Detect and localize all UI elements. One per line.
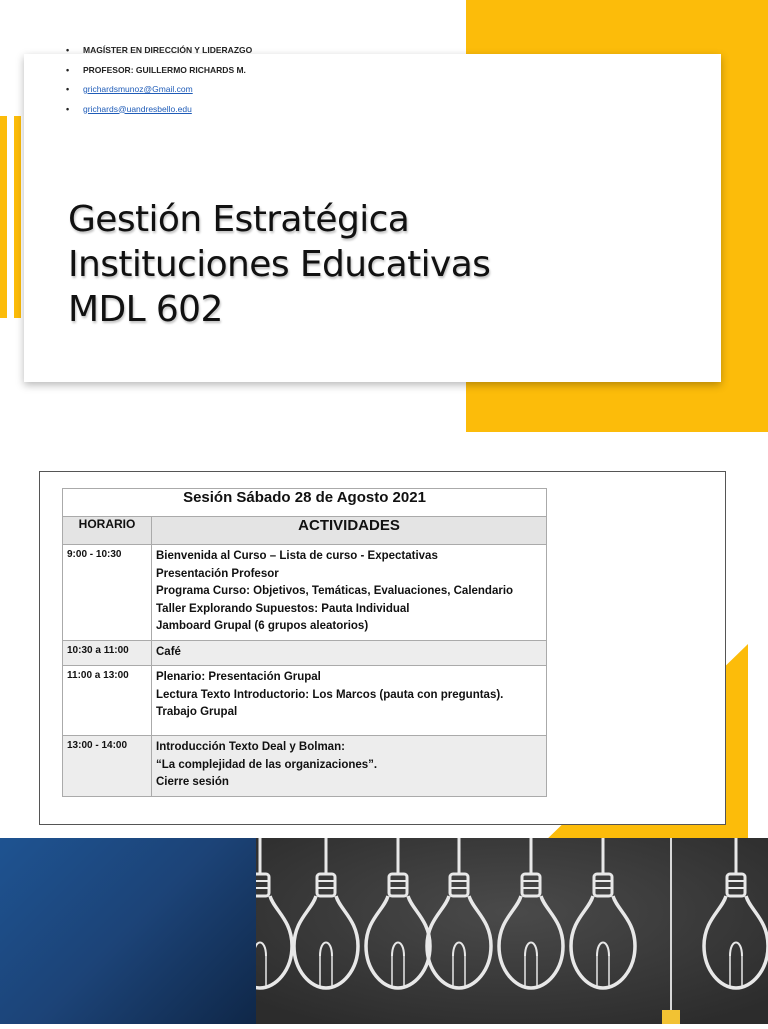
activity-item: Programa Curso: Objetivos, Temáticas, Evaluaciones, Calendario <box>156 585 514 597</box>
activity-item: Café <box>156 645 181 658</box>
bullet-email-unab <box>66 103 252 123</box>
lit-bulb-socket <box>662 1010 680 1024</box>
table-row <box>63 545 547 641</box>
activity-item: Taller Explorando Supuestos: Pauta Individual <box>156 602 410 615</box>
activity-item: Jamboard Grupal (6 grupos aleatorios) <box>156 620 369 632</box>
activity-item: Trabajo Grupal <box>156 706 238 718</box>
time-cell: 13:00 - 14:00 <box>63 736 152 797</box>
activity-item: Cierre sesión <box>156 776 229 788</box>
activity-item: Plenario: Presentación Grupal <box>156 671 321 683</box>
yellow-accent-bar <box>14 116 21 318</box>
table-row <box>63 666 547 736</box>
activities-cell <box>152 545 547 641</box>
page-title <box>68 197 490 332</box>
title-line-1: Gestión Estratégica <box>68 199 410 240</box>
schedule-header-row <box>63 517 547 545</box>
email-link-unab[interactable]: grichards@uandresbello.edu <box>83 103 192 114</box>
activities-cell <box>152 666 547 736</box>
table-row <box>63 736 547 797</box>
blue-banner-image <box>0 838 256 1024</box>
table-row <box>63 640 547 666</box>
title-line-2: Instituciones Educativas <box>68 244 491 285</box>
bullet-professor: • PROFESOR: GUILLERMO RICHARDS M. <box>66 64 252 84</box>
schedule-title-row <box>63 489 547 517</box>
activity-item: Bienvenida al Curso – Lista de curso - Expectativas <box>156 550 438 562</box>
activity-item: Presentación Profesor <box>156 567 279 580</box>
column-header-time: HORARIO <box>63 517 152 545</box>
time-cell: 9:00 - 10:30 <box>63 545 152 641</box>
yellow-accent-bar <box>0 116 7 318</box>
bullet-email-gmail <box>66 83 252 103</box>
activities-cell <box>152 640 547 666</box>
activity-item: “La complejidad de las organizaciones”. <box>156 758 378 771</box>
activity-item: Lectura Texto Introductorio: Los Marcos (pauta con preguntas). <box>156 688 504 701</box>
time-cell: 11:00 a 13:00 <box>63 666 152 736</box>
lightbulbs-banner-image <box>256 838 768 1024</box>
time-cell: 10:30 a 11:00 <box>63 640 152 666</box>
bullet-program: • MAGÍSTER EN DIRECCIÓN Y LIDERAZGO <box>66 44 252 64</box>
lightbulb-icons <box>256 838 768 1024</box>
schedule-table <box>62 488 547 797</box>
activity-item: Introducción Texto Deal y Bolman: <box>156 741 345 753</box>
session-title: Sesión Sábado 28 de Agosto 2021 <box>63 489 547 517</box>
title-line-3: MDL 602 <box>68 289 223 330</box>
activities-cell <box>152 736 547 797</box>
email-link-gmail[interactable]: grichardsmunoz@Gmail.com <box>83 84 193 94</box>
column-header-activities: ACTIVIDADES <box>152 517 547 545</box>
header-bullets <box>66 44 252 122</box>
